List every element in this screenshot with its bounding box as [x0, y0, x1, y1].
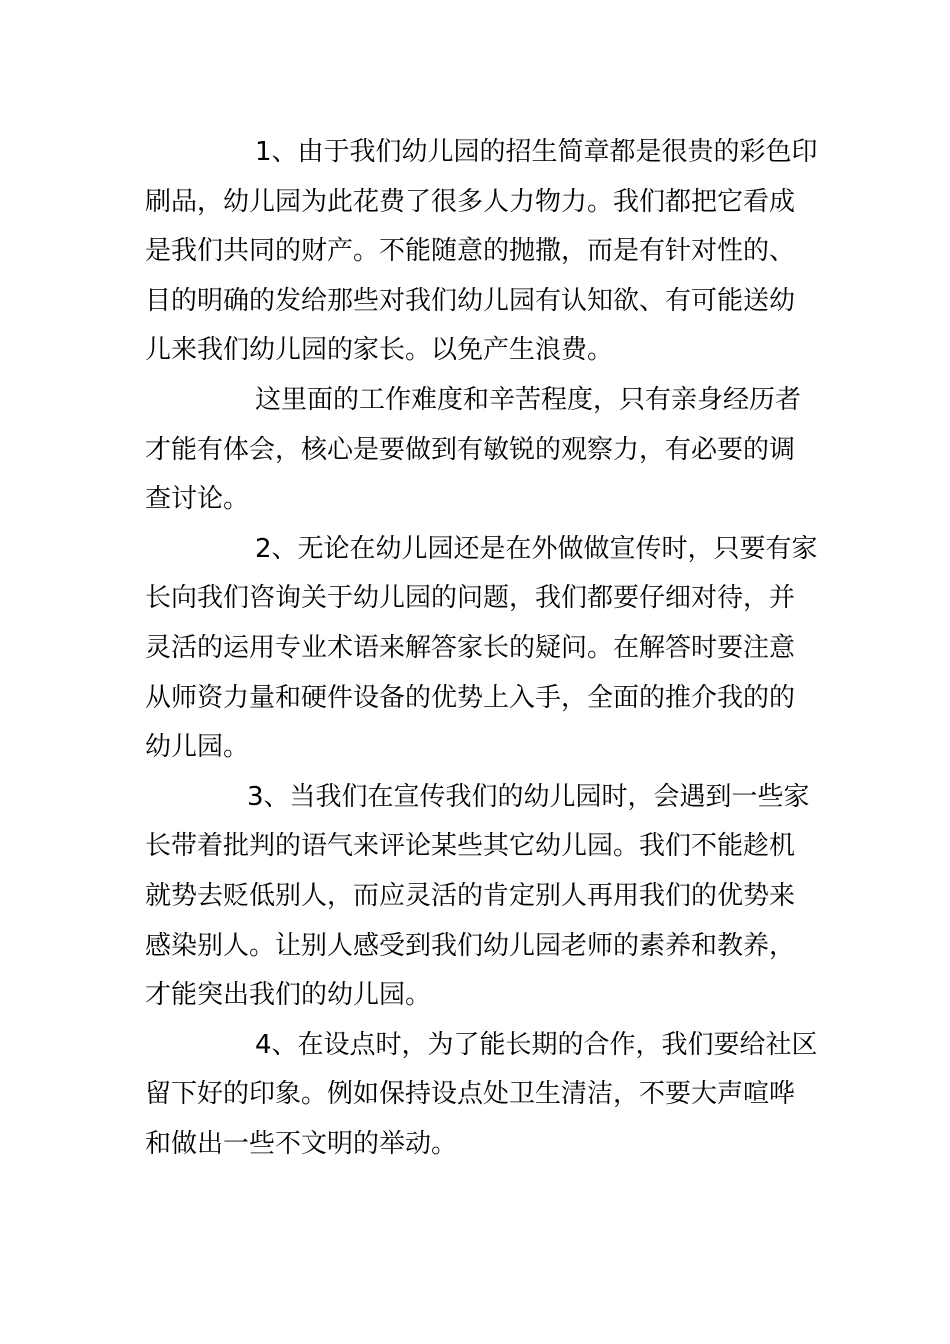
paragraph-line: 幼儿园。	[145, 732, 250, 763]
paragraph-1	[145, 128, 818, 376]
paragraph-line: 3、当我们在宣传我们的幼儿园时，会遇到一些家	[247, 781, 810, 812]
paragraph-4	[145, 773, 815, 1021]
paragraph-line: 长向我们咨询关于幼儿园的问题，我们都要仔细对待，并	[145, 583, 796, 614]
paragraph-line: 和做出一些不文明的举动。	[145, 1128, 458, 1159]
paragraph-line: 查讨论。	[145, 484, 250, 515]
paragraph-line: 是我们共同的财产。不能随意的抛撒，而是有针对性的、	[145, 236, 796, 267]
paragraph-line: 儿来我们幼儿园的家长。以免产生浪费。	[145, 335, 614, 366]
paragraph-line: 长带着批判的语气来评论某些其它幼儿园。我们不能趁机	[145, 831, 796, 862]
paragraph-line: 这里面的工作难度和辛苦程度，只有亲身经历者	[255, 384, 802, 415]
document-body	[145, 128, 818, 1169]
paragraph-line: 才能有体会，核心是要做到有敏锐的观察力，有必要的调	[145, 434, 796, 465]
paragraph-line: 留下好的印象。例如保持设点处卫生清洁，不要大声喧哗	[145, 1079, 796, 1110]
paragraph-line: 灵活的运用专业术语来解答家长的疑问。在解答时要注意	[145, 632, 796, 663]
paragraph-line: 从师资力量和硬件设备的优势上入手，全面的推介我的的	[145, 682, 796, 713]
paragraph-line: 才能突出我们的幼儿园。	[145, 980, 432, 1011]
paragraph-line: 就势去贬低别人，而应灵活的肯定别人再用我们的优势来	[145, 880, 796, 911]
paragraph-line: 感染别人。让别人感受到我们幼儿园老师的素养和教养，	[145, 930, 796, 961]
paragraph-line: 2、无论在幼儿园还是在外做做宣传时，只要有家	[255, 533, 818, 564]
paragraph-line: 目的明确的发给那些对我们幼儿园有认知欲、有可能送幼	[145, 285, 796, 316]
paragraph-5	[145, 1021, 818, 1170]
paragraph-line: 1、由于我们幼儿园的招生简章都是很贵的彩色印	[255, 137, 818, 167]
paragraph-line: 刷品，幼儿园为此花费了很多人力物力。我们都把它看成	[145, 186, 796, 217]
paragraph-2	[145, 376, 815, 525]
paragraph-3	[145, 525, 818, 773]
paragraph-line: 4、在设点时，为了能长期的合作，我们要给社区	[255, 1029, 818, 1060]
